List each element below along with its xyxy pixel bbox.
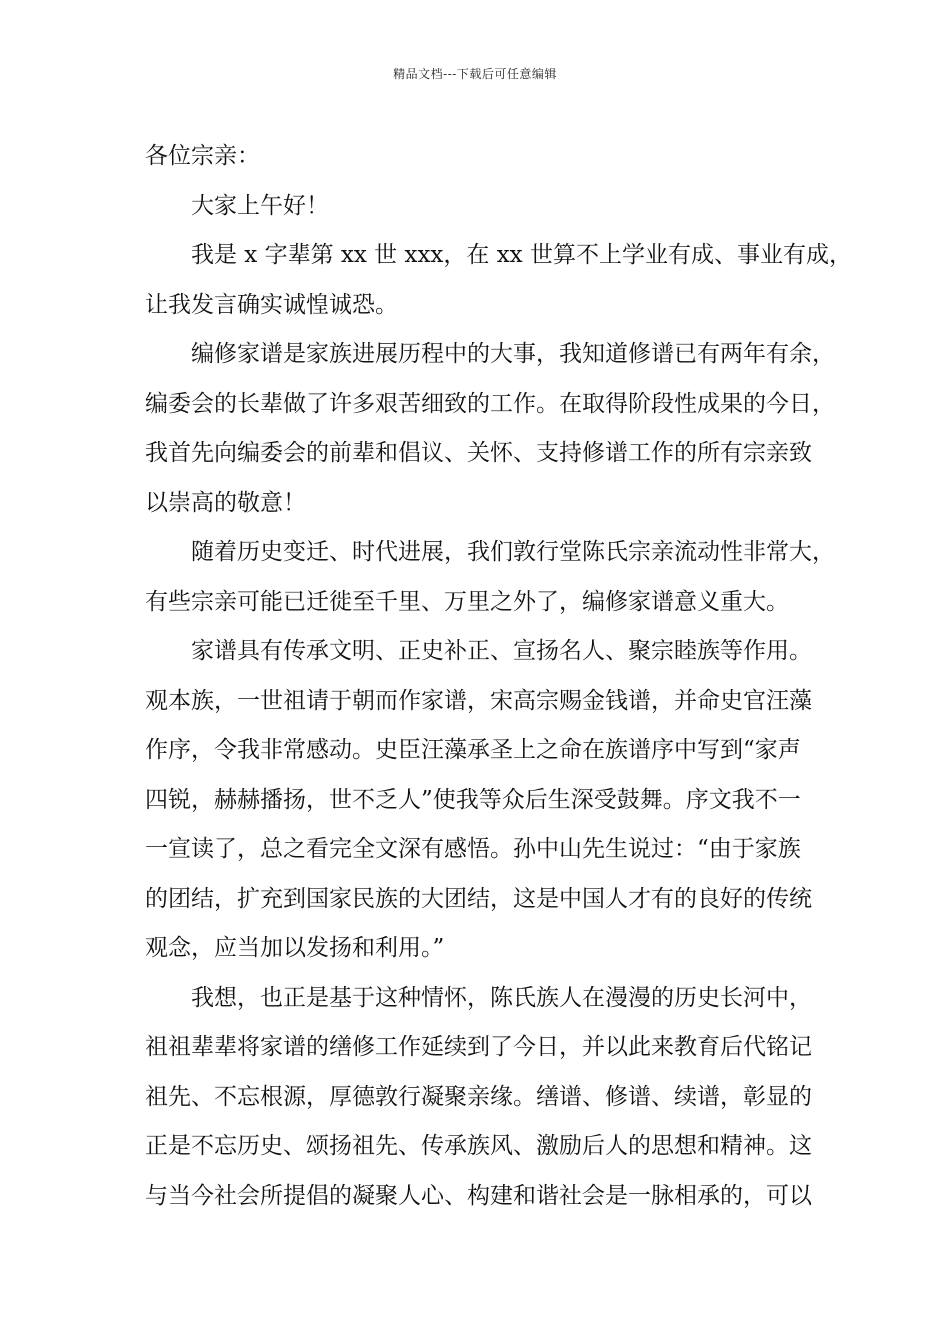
paragraph-line: 祖先、不忘根源，厚德敦行凝聚亲缘。缮谱、修谱、续谱，彰显的 xyxy=(145,1083,812,1110)
paragraph-line: 作序，令我非常感动。史臣汪藻承圣上之命在族谱序中写到“家声 xyxy=(145,737,801,763)
document-body xyxy=(145,132,852,1221)
salutation-line: 各位宗亲： xyxy=(145,143,260,169)
paragraph-line: 随着历史变迁、时代进展，我们敦行堂陈氏宗亲流动性非常大， xyxy=(191,539,835,565)
paragraph-line: 与当今社会所提倡的凝聚人心、构建和谐社会是一脉相承的，可以 xyxy=(145,1182,812,1209)
paragraph-line: 正是不忘历史、颂扬祖先、传承族风、激励后人的思想和精神。这 xyxy=(145,1133,812,1159)
paragraph-line: 的团结，扩充到国家民族的大团结，这是中国人才有的良好的传统 xyxy=(145,885,812,912)
paragraph-line: 四锐，赫赫播扬，世不乏人”使我等众后生深受鼓舞。序文我不一 xyxy=(145,786,801,813)
paragraph-line: 我想，也正是基于这种情怀，陈氏族人在漫漫的历史长河中， xyxy=(191,984,812,1011)
page-header: 精品文档---下载后可任意编辑 xyxy=(393,67,557,81)
paragraph-line: 家谱具有传承文明、正史补正、宣扬名人、聚宗睦族等作用。 xyxy=(191,638,812,664)
paragraph-line: 一宣读了，总之看完全文深有感悟。孙中山先生说过：“由于家族 xyxy=(145,836,801,862)
greeting-line: 大家上午好！ xyxy=(191,192,329,219)
paragraph-line: 以崇高的敬意！ xyxy=(145,489,306,516)
paragraph-line: 编委会的长辈做了许多艰苦细致的工作。在取得阶段性成果的今日， xyxy=(145,390,835,417)
paragraph-line: 让我发言确实诚惶诚恐。 xyxy=(145,291,398,318)
paragraph-line: 我首先向编委会的前辈和倡议、关怀、支持修谱工作的所有宗亲致 xyxy=(145,440,812,466)
paragraph-line: 观本族，一世祖请于朝而作家谱，宋高宗赐金钱谱，并命史官汪藻 xyxy=(145,687,812,714)
paragraph-line: 祖祖辈辈将家谱的缮修工作延续到了今日，并以此来教育后代铭记 xyxy=(145,1034,812,1060)
paragraph-line: 有些宗亲可能已迁徙至千里、万里之外了，编修家谱意义重大。 xyxy=(145,588,789,615)
paragraph-line: 编修家谱是家族进展历程中的大事，我知道修谱已有两年有余， xyxy=(191,341,835,367)
paragraph-line: 观念，应当加以发扬和利用。” xyxy=(145,935,445,961)
paragraph-line: 我是 x 字辈第 xx 世 xxx，在 xx 世算不上学业有成、事业有成， xyxy=(191,242,852,268)
